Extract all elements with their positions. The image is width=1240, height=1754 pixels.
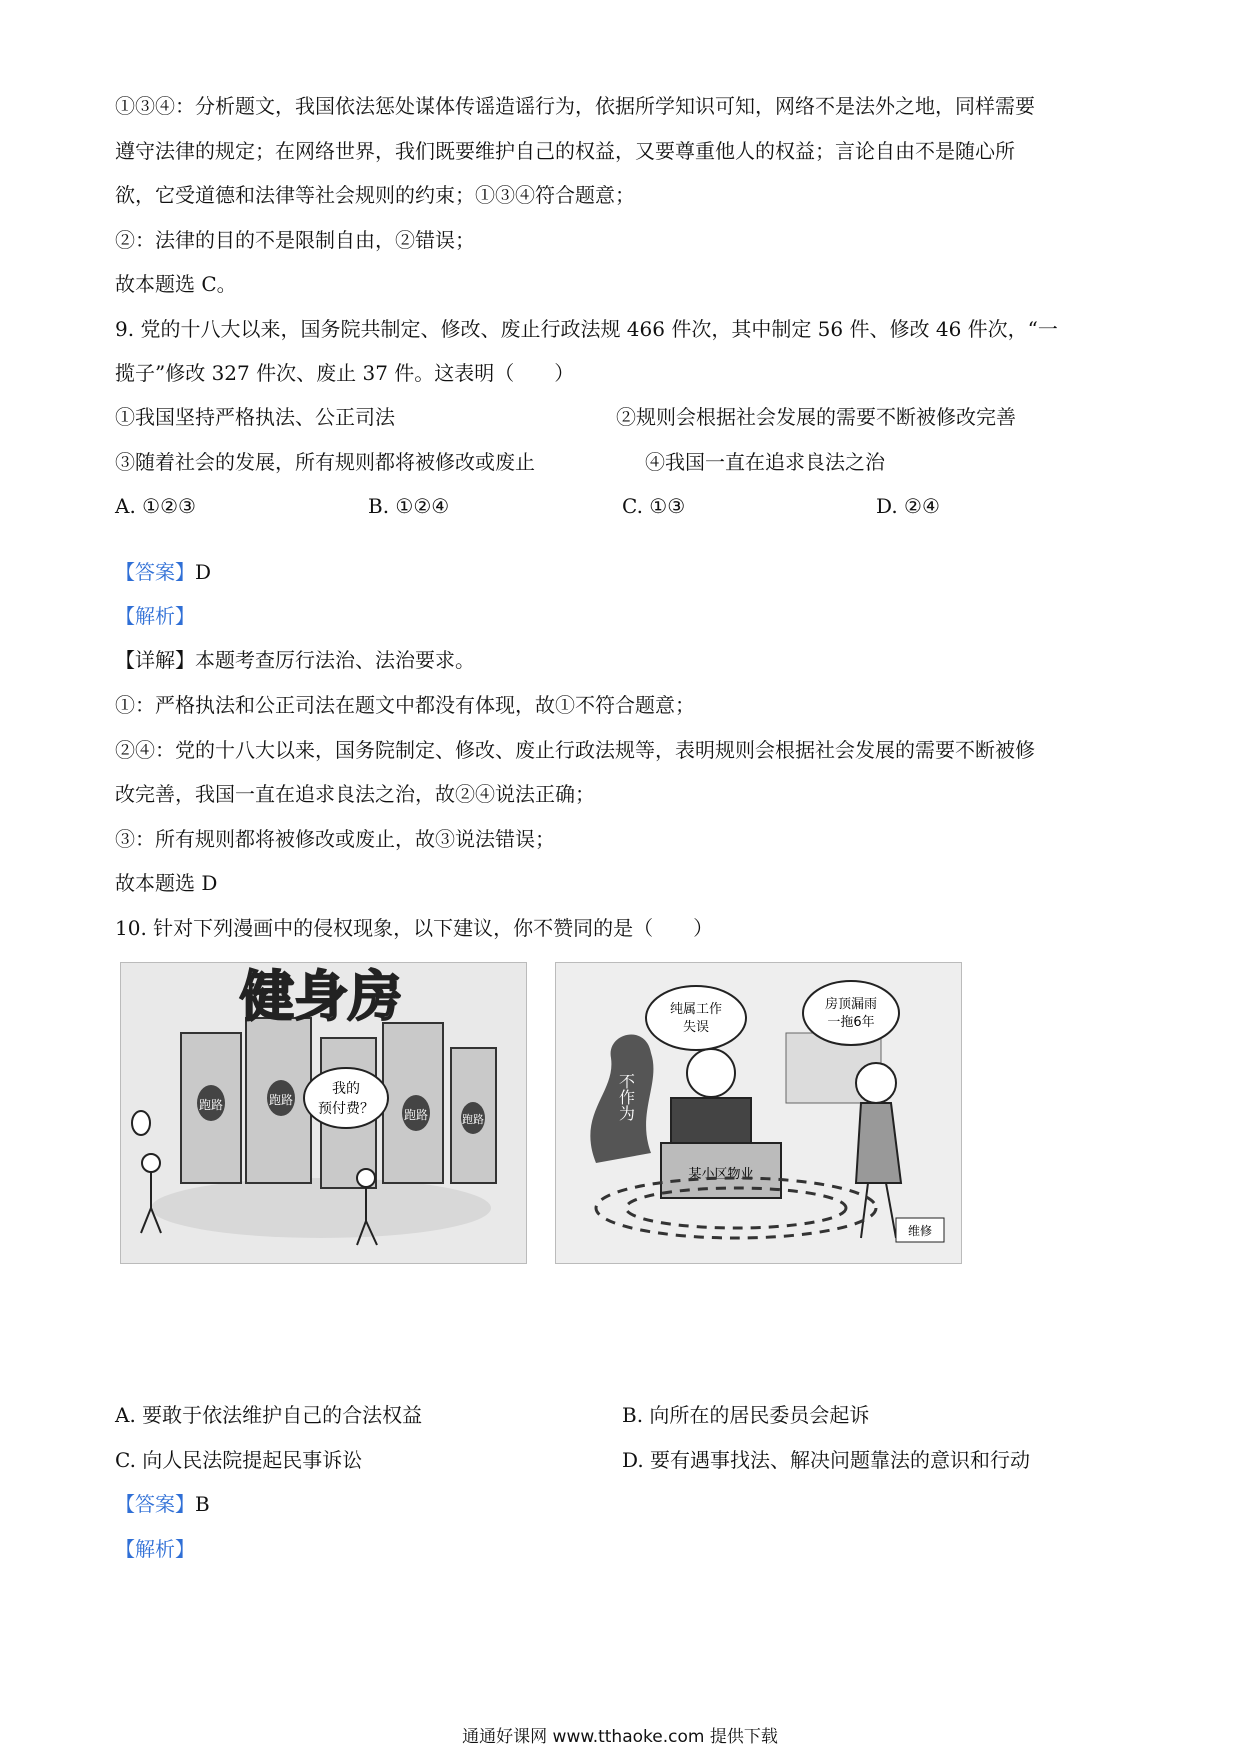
q9-statement-3: ③随着社会的发展，所有规则都将被修改或废止 [115,450,535,474]
footer-watermark: 通通好课网 www.tthaoke.com 提供下载 [462,1727,778,1747]
speech-bubble-line: 预付费？ [318,1101,374,1117]
q9-stem: 9. 党的十八大以来，国务院共制定、修改、废止行政法规 466 件次，其中制定 56 件、修改 46 件次，“一 [115,317,1058,341]
q10-option-c: C. 向人民法院提起民事诉讼 [115,1448,363,1472]
q8-explain-line: ①③④：分析题文，我国依法惩处谋体传谣造谣行为，依据所学知识可知，网络不是法外之地，同样需要 [115,94,1035,118]
q9-option-a: A. ①②③ [115,494,196,518]
bubble1-line: 纯属工作 [669,1002,723,1017]
q9-statement-1: ①我国坚持严格执法、公正司法 [115,405,395,429]
smoke-label: 不作为 [616,1073,636,1121]
answer-value: D [195,560,212,584]
analysis-tag: 【解析】 [115,1537,195,1561]
q10-option-d: D. 要有遇事找法、解决问题靠法的意识和行动 [622,1448,1031,1472]
q10-analysis-tag [115,1534,1135,1564]
analysis-tag: 【解析】 [115,604,195,628]
q9-conclusion: 故本题选 D [115,871,218,895]
q9-analysis-tag [115,601,1135,631]
q8-conclusion: 故本题选 C。 [115,272,237,296]
cartoon-property [555,962,962,1264]
detail-tag: 【详解】 [115,648,195,672]
q9-option-b: B. ①②④ [368,494,450,518]
answer-tag: 【答案】 [115,1492,195,1516]
answer-tag: 【答案】 [115,560,195,584]
repair-sign: 维修 [907,1224,933,1238]
run-away-label: 跑路 [462,1113,484,1126]
bubble2-line: 房顶漏雨 [824,997,878,1012]
answer-value: B [195,1492,210,1516]
q9-answer [115,557,1135,587]
run-away-label: 跑路 [268,1093,294,1107]
gym-title: 健身房 [240,965,402,1028]
run-away-label: 跑路 [403,1108,429,1122]
q9-option-c: C. ①③ [622,494,686,518]
speech-bubble-line: 我的 [332,1081,360,1097]
q10-option-a: A. 要敢于依法维护自己的合法权益 [115,1403,423,1427]
run-away-label: 跑路 [198,1098,224,1112]
bubble2-line: 一拖6年 [827,1015,875,1030]
q9-statement-4: ④我国一直在追求良法之治 [645,450,885,474]
cartoon-gym [120,962,527,1264]
q9-explain-line: 改完善，我国一直在追求良法之治，故②④说法正确； [115,782,595,806]
q9-explain-line: ③：所有规则都将被修改或废止，故③说法错误； [115,827,555,851]
bubble1-line: 失误 [682,1020,710,1035]
desk-sign: 某小区物业 [688,1167,754,1182]
q10-stem: 10. 针对下列漫画中的侵权现象，以下建议，你不赞同的是（ ） [115,916,714,940]
q8-explain-line: ②：法律的目的不是限制自由，②错误； [115,228,475,252]
q10-option-b: B. 向所在的居民委员会起诉 [622,1403,870,1427]
detail-text: 本题考查厉行法治、法治要求。 [195,648,475,672]
q8-explain-line: 欲，它受道德和法律等社会规则的约束；①③④符合题意； [115,183,635,207]
q9-detail [115,645,1135,675]
q9-option-d: D. ②④ [876,494,940,518]
gym-cartoon-drawing [121,963,526,1263]
q9-explain-line: ②④：党的十八大以来，国务院制定、修改、废止行政法规等，表明规则会根据社会发展的需要不断被修 [115,738,1035,762]
q8-explain-line: 遵守法律的规定；在网络世界，我们既要维护自己的权益，又要尊重他人的权益；言论自由不是随心所 [115,139,1015,163]
property-cartoon-drawing [556,963,961,1263]
q9-statement-2: ②规则会根据社会发展的需要不断被修改完善 [616,405,1016,429]
q9-explain-line: ①：严格执法和公正司法在题文中都没有体现，故①不符合题意； [115,693,695,717]
q10-answer [115,1489,1135,1519]
q9-stem: 揽子”修改 327 件次、废止 37 件。这表明（ ） [115,361,575,385]
